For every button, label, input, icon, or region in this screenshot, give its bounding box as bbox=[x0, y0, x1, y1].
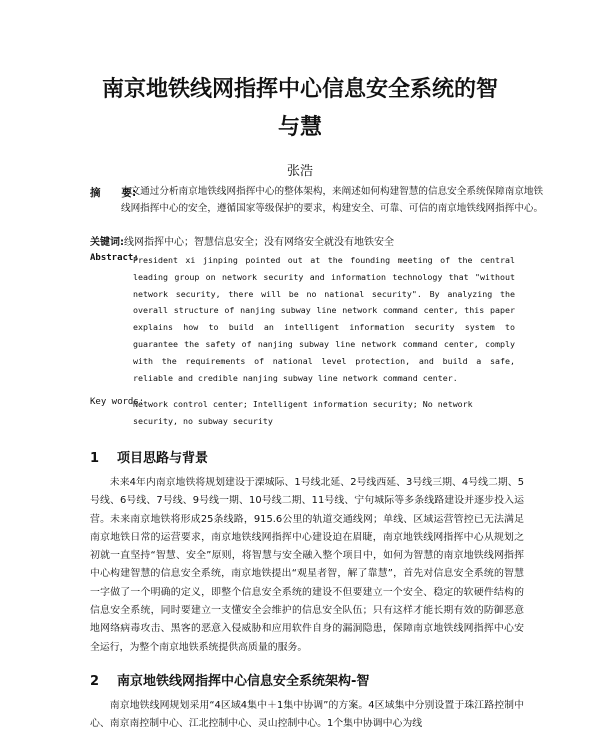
abstract-en-label: Abstract: bbox=[90, 253, 139, 263]
abstract-cn-text: 本文通过分析南京地铁线网指挥中心的整体架构，来阐述如何构建智慧的信息安全系统保障南京地铁线网指挥中心的安全，遵循国家等级保护的要求，构建安全、可靠、可信的南京地铁线网指挥中心。 bbox=[121, 186, 544, 214]
keywords-en-label: Key words: bbox=[90, 397, 145, 407]
keywords-cn-text: 线网指挥中心；智慧信息安全；没有网络安全就没有地铁安全 bbox=[124, 237, 394, 248]
paper-title-line2: 与慧 bbox=[277, 115, 322, 140]
section-2-title: 南京地铁线网指挥中心信息安全系统架构-智 bbox=[117, 674, 370, 689]
keywords-cn bbox=[90, 234, 550, 251]
abstract-cn-label: 摘 要: bbox=[90, 187, 137, 199]
section-1-paragraph: 未来4年内南京地铁将规划建设于溧城际、1号线北延、2号线西延、3号线三期、4号线二期、5号线、6号线、7号线、9号线一期、10号线二期、11号线、宁句城际等多条线路建设并逐步投入运营。未来南京地铁将形成25条线路，915.6公里的轨道交通线网；单线、区域运营管控已无法满足南京地铁日常的运营要求，南京地铁线网指挥中心建设迫在眉睫，南京地铁线网指挥中心从规划之初就一直坚持“智慧、安全”原则，将智慧与安全融入整个项目中，如何为智慧的南京地铁线网指挥中心构建智慧的信息安全系统，南京地铁提出“观星者智，解了靠慧”，首先对信息安全系统的智慧一字做了一个明确的定义，即整个信息安全系统的建设不但要建立一个安全、稳定的软硬件结构的信息安全系统，同时要建立一支懂安全会维护的信息安全队伍；只有这样才能长期有效的防御恶意地网络病毒攻击、黑客的恶意入侵威胁和应用软件自身的漏洞隐患，保障南京地铁线网指挥中心安全运行，为整个南京地铁系统提供高质量的服务。 bbox=[90, 477, 524, 653]
section-1-heading bbox=[90, 447, 208, 466]
section-1-number: 1 bbox=[90, 451, 100, 466]
section-1-title: 项目思路与背景 bbox=[117, 451, 209, 466]
section-2-heading bbox=[90, 670, 369, 689]
paper-title-line1: 南京地铁线网指挥中心信息安全系统的智 bbox=[101, 77, 498, 102]
keywords-cn-label: 关键词: bbox=[90, 237, 124, 248]
keywords-en-text: Network control center; Intelligent information security; No network security, no subway security bbox=[133, 399, 473, 426]
abstract-en-text: President xi jinping pointed out at the founding meeting of the central leading group on network security and information technology that "without network security, there will be no national security". By analyzing the overall structure of nanjing subway line network command center, this paper explains how to build an intelligent information security system to guarantee the safety of nanjing subway line network command center, comply with the requirements of national level protection, and build a safe, reliable and credible nanjing subway line network command center. bbox=[133, 255, 515, 383]
author: 张浩 bbox=[286, 164, 313, 179]
section-2-number: 2 bbox=[90, 674, 100, 689]
section-2-paragraph: 南京地铁线网规划采用“4区域4集中＋1集中协调”的方案。4区域集中分别设置于珠江路控制中心、南京南控制中心、江北控制中心、灵山控制中心。1个集中协调中心为线 bbox=[90, 700, 524, 730]
